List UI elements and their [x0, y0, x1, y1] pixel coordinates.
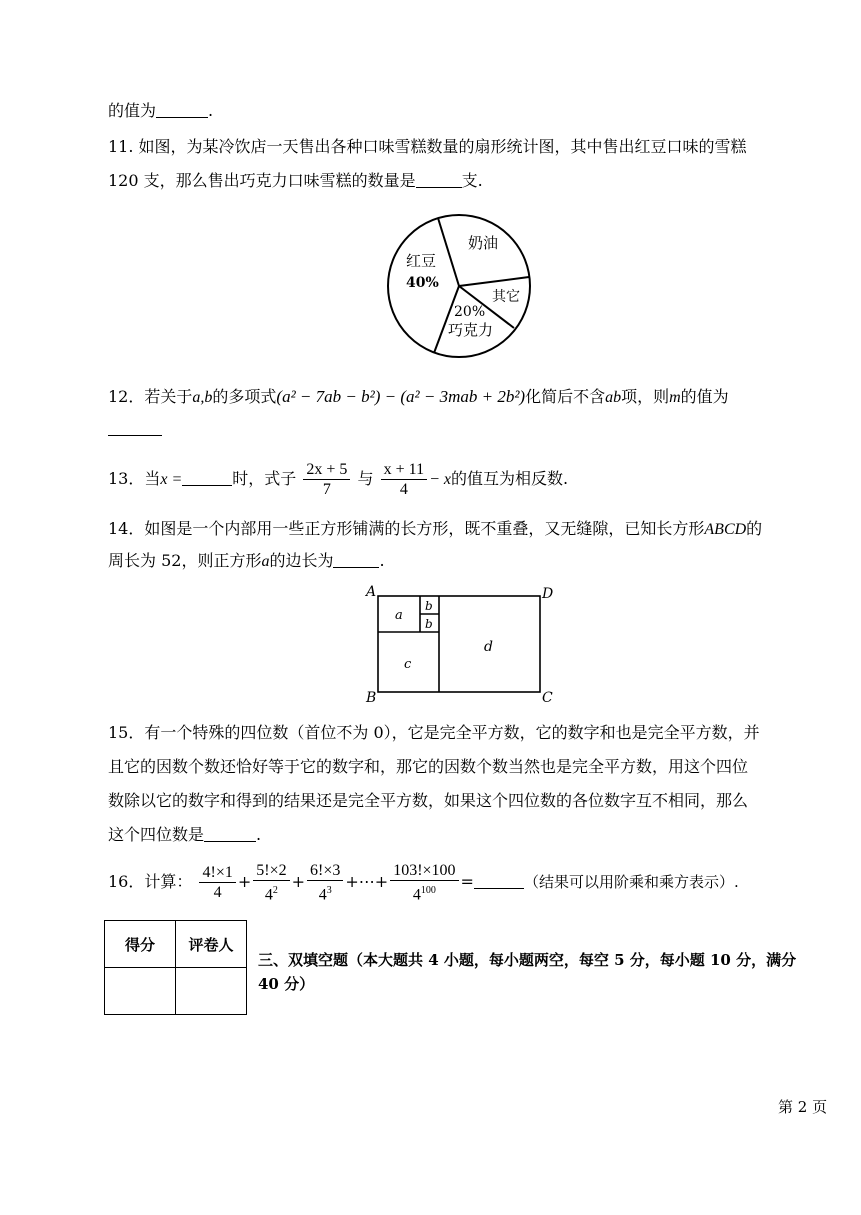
vertex-b: B [366, 690, 377, 706]
answer-blank [333, 551, 379, 568]
section-3-heading: 三、双填空题（本大题共 4 小题，每小题两空，每空 5 分，每小题 10 分，满分 40 分） [258, 951, 797, 993]
vertex-c: C [542, 690, 553, 706]
pie-chart [384, 214, 534, 364]
q15-line2: 且它的因数个数还恰好等于它的数字和，那它的因数个数当然也是完全平方数，用这个四位 [108, 757, 749, 776]
pie-divider-top [438, 218, 459, 286]
square-a-label: a [395, 608, 403, 623]
q13-line: 13．当x = 时，式子 $\frac{2x + 5}{7}$ 与 $\frac{x + 11}{4}$ − x的值互为相反数. [108, 461, 569, 498]
slice-value-hongdou: 40% [406, 275, 439, 291]
grader-header: 评卷人 [176, 921, 247, 968]
fraction-1: $\frac{2x + 5}{7}$ [303, 460, 350, 499]
q16-line: 16．计算： $\frac{4!\times 1}{4}$ + $\frac{5!\times 2}{4^2}$ + $\frac{6!\times 3}{4^3}$ +⋯+ $\frac{103!\times 100}{4^{100}}$ = （结果可以用阶乘和乘方表示）. [108, 861, 739, 904]
pie-divider-right [459, 277, 529, 286]
square-d-label: d [484, 639, 493, 655]
rectangle-diagram [364, 584, 564, 706]
q14-line2: 周长为 52，则正方形a的边长为 . [108, 551, 385, 570]
q11-line1: 11. 如图，为某冷饮店一天售出各种口味雪糕数量的扇形统计图，其中售出红豆口味的雪糕 [108, 137, 747, 156]
q14-line1: 14．如图是一个内部用一些正方形铺满的长方形，既不重叠，又无缝隙，已知长方形ABCD的 [108, 519, 763, 538]
slice-label-qiaokeli: 巧克力 [448, 321, 494, 339]
answer-blank [474, 872, 524, 889]
answer-blank [108, 419, 162, 436]
q16-fraction-1: $\frac{4!\times 1}{4}$ [199, 863, 235, 902]
q15-line4: 这个四位数是 . [108, 825, 262, 844]
q16-fraction-3: $\frac{6!\times 3}{4^3}$ [307, 861, 343, 904]
fraction-2: $\frac{x + 11}{4}$ [381, 460, 427, 499]
score-header: 得分 [105, 921, 176, 968]
answer-blank [156, 101, 208, 118]
grader-cell [176, 968, 247, 1015]
slice-label-hongdou: 红豆 [406, 252, 437, 270]
q11-line2: 120 支，那么售出巧克力口味雪糕的数量是 支. [108, 171, 483, 190]
q15-line3: 数除以它的数字和得到的结果还是完全平方数，如果这个四位数的各位数字互不相同，那么 [108, 791, 749, 810]
answer-blank [182, 469, 232, 486]
score-table [104, 920, 247, 1015]
slice-label-naiyou: 奶油 [468, 234, 499, 252]
q12-line2 [108, 418, 162, 440]
slice-label-qita: 其它 [492, 289, 520, 305]
q15-line1: 15．有一个特殊的四位数（首位不为 0），它是完全平方数，它的数字和也是完全平方数，并 [108, 723, 760, 742]
q16-fraction-4: $\frac{103!\times 100}{4^{100}}$ [390, 861, 458, 904]
vertex-d: D [542, 586, 554, 602]
square-c-label: c [404, 657, 412, 672]
square-b2-label: b [425, 617, 433, 631]
vertex-a: A [366, 584, 377, 600]
q10-tail: 的值为 . [108, 101, 214, 120]
slice-value-qiaokeli: 20% [454, 304, 486, 320]
answer-blank [416, 171, 462, 188]
q16-fraction-2: $\frac{5!\times 2}{4^2}$ [253, 861, 289, 904]
answer-blank [204, 825, 256, 842]
score-cell [105, 968, 176, 1015]
page-number: 第 2 页 [778, 1098, 828, 1116]
q12-line1: 12．若关于a,b的多项式(a² − 7ab − b²) − (a² − 3mab + 2b²)化简后不含ab项，则m的值为 [108, 387, 729, 406]
square-b1-label: b [425, 599, 433, 613]
